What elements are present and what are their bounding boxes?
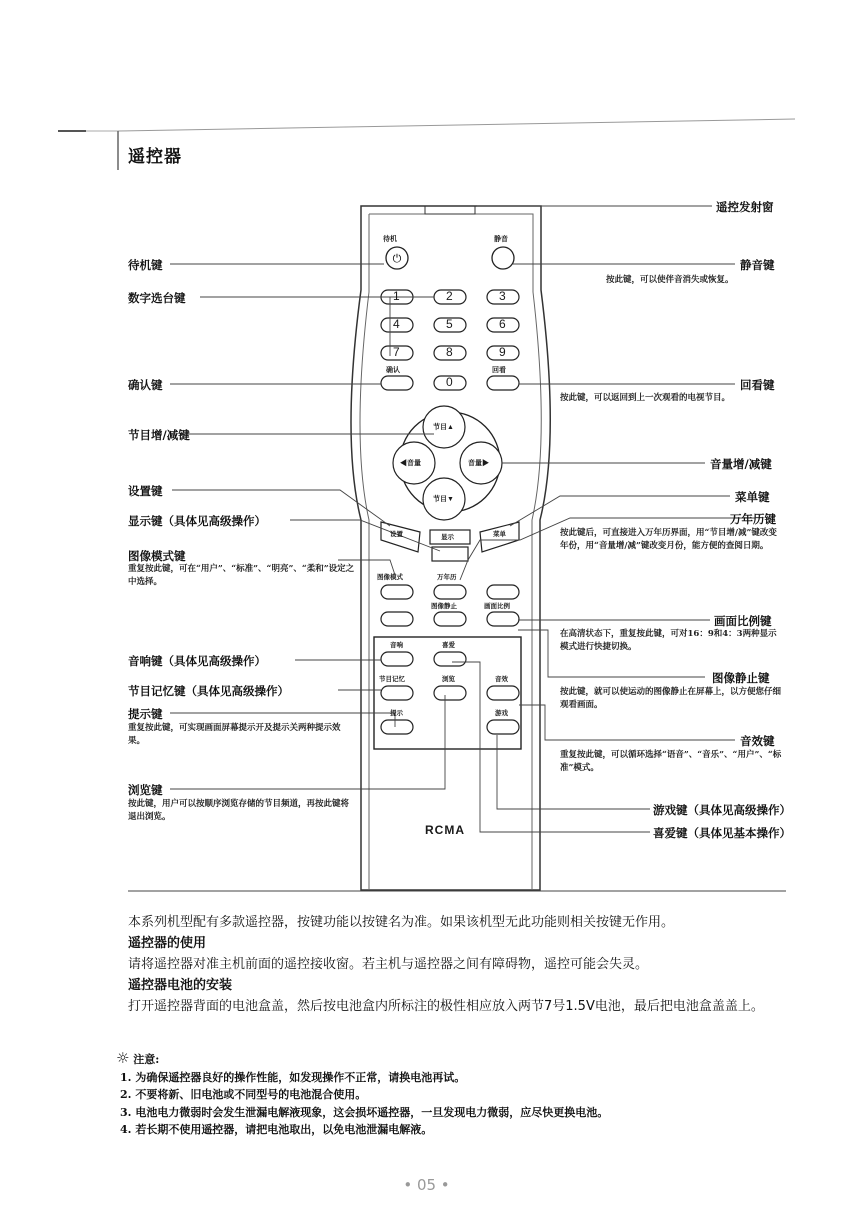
desc-recall: 按此键，可以返回到上一次观看的电视节目。 [560, 393, 731, 403]
digit-3[interactable]: 3 [499, 289, 506, 303]
note-item: 2. 不要将新、旧电池或不同型号的电池混合使用。 [120, 1088, 367, 1101]
power-icon: ⏻ [392, 252, 402, 265]
program-memory-btn-label: 节目记忆 [379, 676, 405, 683]
desc-freeze: 按此键，就可以使运动的图像静止在屏幕上，以方便您仔细观看画面。 [560, 687, 782, 710]
digit-9[interactable]: 9 [499, 345, 506, 359]
aspect-btn-label: 画面比例 [484, 603, 510, 610]
digit-5[interactable]: 5 [446, 317, 453, 331]
note-item: 3. 电池电力微弱时会发生泄漏电解液现象，这会损坏遥控器，一旦发现电力微弱，应尽快更换电池。 [120, 1105, 609, 1119]
body-line-1: 本系列机型配有多款遥控器，按键功能以按键名为准。如果该机型无此功能则相关按键无作用。 [128, 915, 675, 930]
label-setup: 设置键 [128, 484, 163, 498]
desc-calendar: 按此键后，可直接进入万年历界面，用“节目增/减”键改变年份，用“音量增/减”键改变月份，能方便的查阅日期。 [560, 528, 777, 551]
dpad-up-label: 节目▲ [433, 424, 454, 431]
notes-section [116, 1050, 806, 1139]
dpad-left-label: ◀音量 [400, 460, 421, 467]
label-aspect: 画面比例键 [714, 614, 772, 628]
label-emitter: 遥控发射窗 [716, 200, 774, 214]
sound-effect-btn-label: 音效 [495, 676, 508, 683]
label-mute: 静音键 [740, 258, 775, 272]
mute-btn-label: 静音 [494, 236, 508, 243]
power-btn-label: 待机 [383, 236, 397, 243]
label-channel: 节目增/减键 [128, 428, 190, 442]
desc-mute: 按此键，可以使伴音消失或恢复。 [606, 275, 734, 285]
game-btn-label: 游戏 [495, 710, 508, 717]
desc-picture-mode: 重复按此键，可在“用户”、“标准”、“明亮”、“柔和”设定之中选择。 [128, 564, 355, 587]
menu-btn-label: 菜单 [493, 531, 506, 538]
digit-1[interactable]: 1 [393, 289, 400, 303]
digit-2[interactable]: 2 [446, 289, 453, 303]
label-sound-effect: 音效键 [740, 734, 775, 748]
digit-0[interactable]: 0 [446, 375, 453, 389]
digit-8[interactable]: 8 [446, 345, 453, 359]
desc-prompt: 重复按此键，可实现画面屏幕提示开及提示关两种提示效果。 [128, 723, 341, 746]
browse-btn-label: 浏览 [442, 676, 455, 683]
label-picture-mode: 图像模式键 [128, 549, 186, 563]
desc-browse: 按此键，用户可以按顺序浏览存储的节目频道，再按此键将退出浏览。 [128, 799, 350, 822]
label-display: 显示键（具体见高级操作） [128, 514, 266, 528]
desc-aspect: 在高清状态下，重复按此键，可对16：9和4：3两种显示模式进行快捷切换。 [560, 629, 777, 652]
note-item: 1. 为确保遥控器良好的操作性能，如发现操作不正常，请换电池再试。 [120, 1070, 466, 1084]
label-volume: 音量增/减键 [710, 457, 772, 471]
label-freeze: 图像静止键 [712, 671, 770, 685]
setup-btn-label: 设置 [390, 531, 403, 538]
label-prompt: 提示键 [128, 707, 163, 721]
label-recall: 回看键 [740, 378, 775, 392]
desc-sound-effect: 重复按此键，可以循环选择“语音”、“音乐”、“用户”、“标准”模式。 [560, 750, 782, 773]
label-favorite: 喜爱键（具体见基本操作） [653, 826, 791, 840]
page-title: 遥控器 [128, 147, 182, 167]
body-heading-battery: 遥控器电池的安装 [128, 978, 233, 993]
ir-emitter-window [425, 206, 475, 214]
recall-btn-label: 回看 [492, 367, 506, 374]
note-item: 4. 若长期不使用遥控器，请把电池取出，以免电池泄漏电解液。 [120, 1123, 433, 1136]
favorite-btn-label: 喜爱 [442, 642, 455, 649]
label-standby: 待机键 [128, 258, 163, 272]
label-digits: 数字选台键 [128, 291, 186, 305]
body-line-2: 请将遥控器对准主机前面的遥控接收窗。若主机与遥控器之间有障碍物，遥控可能会失灵。 [128, 957, 649, 972]
mute-button [492, 247, 514, 269]
page-number: • 05 • [403, 1176, 450, 1194]
dpad-right-label: 音量▶ [468, 460, 489, 467]
body-section [128, 912, 798, 1017]
body-heading-usage: 遥控器的使用 [128, 936, 207, 951]
confirm-btn-label: 确认 [386, 367, 400, 374]
digit-6[interactable]: 6 [499, 317, 506, 331]
label-program-memory: 节目记忆键（具体见高级操作） [128, 684, 289, 698]
label-calendar: 万年历键 [730, 512, 776, 526]
label-confirm: 确认键 [128, 378, 163, 392]
digit-4[interactable]: 4 [393, 317, 400, 331]
calendar-btn-label: 万年历 [437, 574, 457, 581]
audio-btn-label: 音响 [390, 642, 403, 649]
label-menu: 菜单键 [735, 490, 770, 504]
brand-logo: RCMA [425, 823, 465, 837]
sun-icon: ☼ [116, 1049, 130, 1067]
digit-7[interactable]: 7 [393, 345, 400, 359]
display-button-lower [432, 547, 468, 561]
body-line-3: 打开遥控器背面的电池盒盖，然后按电池盒内所标注的极性相应放入两节7号1.5V电池，最后把电池盒盖盖上。 [128, 999, 764, 1014]
freeze-btn-label: 图像静止 [431, 603, 457, 610]
label-audio: 音响键（具体见高级操作） [128, 654, 266, 668]
picture-mode-btn-label: 图像模式 [377, 574, 403, 581]
dpad-down-label: 节目▼ [433, 496, 454, 503]
label-game: 游戏键（具体见高级操作） [653, 803, 791, 817]
prompt-btn-label: 提示 [390, 710, 403, 717]
notes-heading: 注意: [133, 1053, 160, 1066]
label-browse: 浏览键 [128, 783, 163, 797]
display-btn-label: 显示 [441, 534, 454, 541]
